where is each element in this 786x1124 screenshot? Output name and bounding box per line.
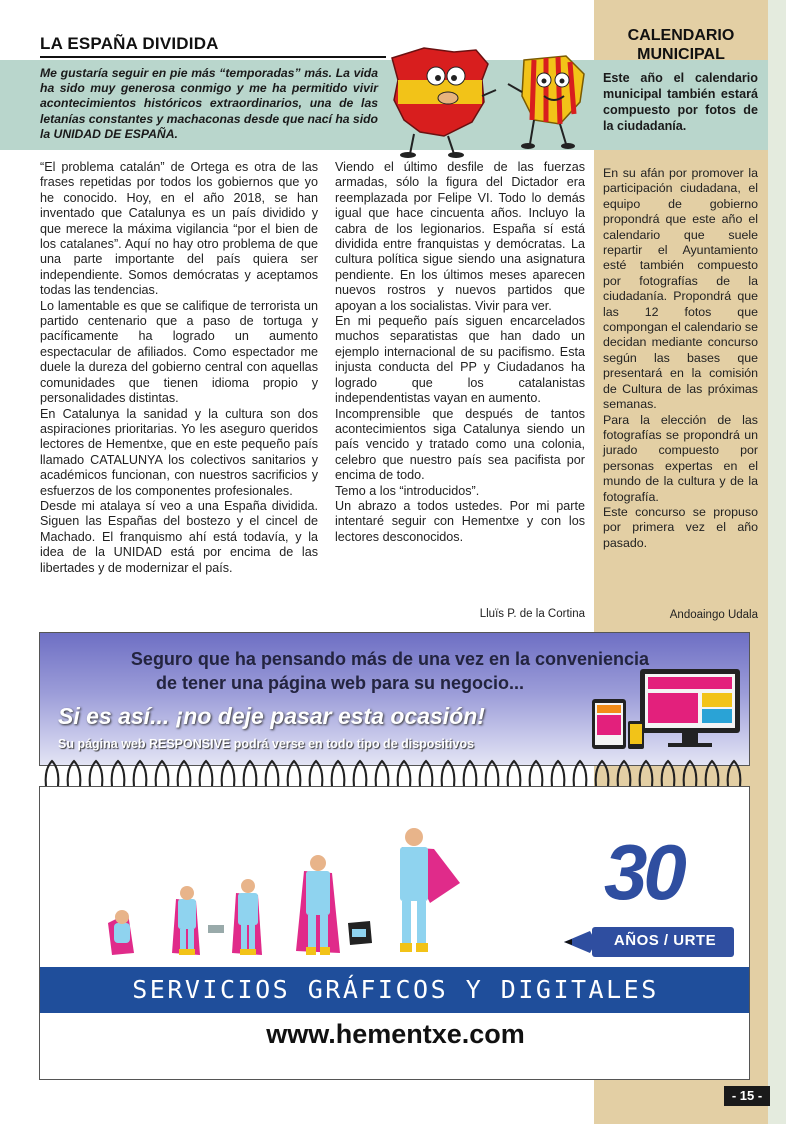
figure-adult xyxy=(400,828,460,952)
paragraph: En su afán por promover la participación ciudadana, el equipo de gobierno propondrá que este año el calendario que suele repartir el Ayuntamiento esté también compuesto por fotografías de la ciudadanía. Propondrá que las 12 fotos que compongan el calendario se decidan mediante concurso según las bases que presentará en la comisión de Cultura de las próximas semanas. xyxy=(603,166,758,412)
article-signature: Lluïs P. de la Cortina xyxy=(479,608,585,620)
title-rule xyxy=(40,56,386,58)
hementxe-advertisement xyxy=(39,786,750,1080)
paragraph: Un abrazo a todos ustedes. Por mi parte intentaré seguir con Hementxe y con los lectores desconocidos. xyxy=(335,498,585,544)
paragraph: Lo lamentable es que se califique de terrorista un partido centenario que a paso de tortuga y pacíficamente ha logrado un aumento espectacular de afiliados. Como espectador me duele la dureza del gobierno central con aquellas comunidades que tienen idioma propio y personalidades distintas. xyxy=(40,298,318,406)
cartoon-maps-illustration xyxy=(384,40,594,160)
article-column-2 xyxy=(335,160,585,545)
services-label: SERVICIOS GRÁFICOS Y DIGITALES xyxy=(132,975,659,1004)
paragraph: “El problema catalán” de Ortega es otra de las frases repetidas por todos los gobiernos que yo he conocido. Hoy, en el año 2018, se han inventado que Catalunya es un país dividido y que merece la máxima vigilancia “por el bien de los catalanes”. Aquí no hay otro problema de que una parte importante del país quiera ser independiente. Somos demócratas y aceptamos todas las tendencias. xyxy=(40,160,318,298)
sidebar-body xyxy=(603,166,758,551)
years-label: AÑOS / URTE xyxy=(613,932,717,949)
sidebar-title: CALENDARIO MUNICIPAL xyxy=(627,27,735,63)
sidebar-signature: Andoaingo Udala xyxy=(669,609,758,621)
figure-teen xyxy=(296,855,372,955)
page-edge-strip xyxy=(768,0,786,1124)
superhero-figures-illustration xyxy=(100,813,500,963)
web-design-banner xyxy=(39,632,750,766)
sidebar-lead: Este año el calendario municipal también estará compuesto por fotos de la ciudadanía. xyxy=(603,71,758,133)
paragraph: Temo a los “introducidos”. xyxy=(335,483,480,498)
banner-subline: Su página web RESPONSIVE podrá verse en todo tipo de dispositivos xyxy=(58,737,475,751)
website-url[interactable]: www.hementxe.com xyxy=(266,1019,525,1049)
figure-child-1 xyxy=(172,886,224,955)
paragraph: Viendo el último desfile de las fuerzas armadas, sólo la figura del Dictador era reemplazada por Felipe VI. Todo lo demás igual que hace cincuenta años. Incluyo la cabra de los legionarios. España sí está dividida entre franquistas y demócratas. La cultura política sigue siendo una asignatura pendiente. En los últimos meses aparecen nuevos rostros y nuevos partidos que apoyan a los socialistas. Vivir para ver. xyxy=(335,160,585,313)
paragraph: Desde mi atalaya sí veo a una España dividida. Siguen las Españas del bostezo y el cincel de Machado. El franquismo ahí está todavía, y la idea de la UNIDAD está por encima de las libertades y de modernizar el país. xyxy=(40,498,318,575)
article-title: LA ESPAÑA DIVIDIDA xyxy=(40,34,219,53)
banner-line-1: Seguro que ha pensando más de una vez en la conveniencia xyxy=(130,649,650,669)
banner-headline: Si es así... ¡no deje pasar esta ocasión! xyxy=(58,703,485,729)
figure-baby xyxy=(108,910,134,955)
anniversary-number: 30 xyxy=(604,828,683,916)
figure-child-2 xyxy=(232,879,262,955)
paragraph: En mi pequeño país siguen encarcelados muchos separatistas que han dado un ejemplo internacional de su pacifismo. Esta injusta conducta del PP y Ciudadanos ha logrado que los catalanistas independentistas vayan en aumento. xyxy=(335,314,585,406)
paragraph: Incomprensible que después de tantos acontecimientos siga Catalunya siendo un país vencido y tratado como una colonia, celebro que nuestro país sea pacifista por encima de todo. xyxy=(335,406,585,483)
paragraph: Este concurso se propuso por primera vez el año pasado. xyxy=(603,504,758,550)
article-column-1 xyxy=(40,160,318,576)
paragraph: Para la elección de las fotografías se propondrá un jurado compuesto por personas expertas en el mundo de la cultura y de la fotografía. xyxy=(603,412,758,504)
banner-line-2: de tener una página web para su negocio... xyxy=(155,673,525,693)
responsive-devices-icon xyxy=(588,663,748,763)
paragraph: En Catalunya la sanidad y la cultura son dos aspiraciones prioritarias. Yo les aseguro queridos lectores de Hementxe, que en este pequeño país llamado CATALUNYA los colectivos sanitarios y académicos funcionan, con nuestros sacrificios y esfuerzos de los componentes profesionales. xyxy=(40,406,318,498)
article-lead: Me gustaría seguir en pie más “temporadas” más. La vida ha sido muy generosa conmigo y me ha permitido vivir acontecimientos históricos extraordinarios, una de las letanías constantes y machaconas desde que nací ha sido la UNIDAD DE ESPAÑA. xyxy=(40,66,378,141)
page-number: - 15 - xyxy=(724,1086,770,1106)
